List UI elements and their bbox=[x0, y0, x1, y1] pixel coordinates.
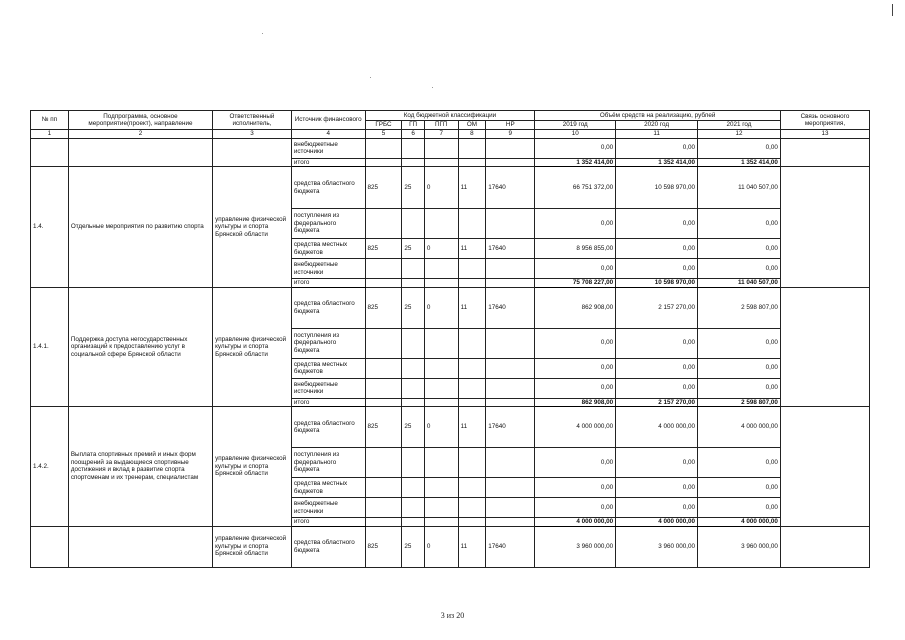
amount-2020: 0,00 bbox=[616, 259, 698, 279]
amount-2021: 0,00 bbox=[698, 498, 781, 518]
header-volume: Объём средств на реализацию, рублей bbox=[535, 111, 781, 121]
amount-2021: 0,00 bbox=[698, 378, 781, 398]
code-cell bbox=[486, 478, 535, 498]
code-cell bbox=[486, 209, 535, 239]
total-2020: 2 157 270,00 bbox=[616, 398, 698, 407]
amount-2019: 8 956 855,00 bbox=[535, 239, 616, 259]
amount-2019: 66 751 372,00 bbox=[535, 167, 616, 209]
code-cell bbox=[424, 448, 458, 478]
code-cell bbox=[458, 279, 486, 288]
code-cell bbox=[365, 448, 402, 478]
code-grbs: 825 bbox=[365, 239, 402, 259]
amount-2020: 4 000 000,00 bbox=[616, 407, 698, 448]
code-cell bbox=[458, 209, 486, 239]
source-extra: внебюджетные источники bbox=[291, 138, 365, 158]
code-cell bbox=[402, 478, 425, 498]
code-cell bbox=[365, 209, 402, 239]
amount-2019: 0,00 bbox=[535, 498, 616, 518]
task-title: Поддержка доступа негосударственных организаций к предоставлению услуг в социальной сфере Брянской области bbox=[68, 287, 212, 407]
amount-2021: 3 960 000,00 bbox=[698, 526, 781, 567]
table-row bbox=[31, 526, 870, 567]
code-cell bbox=[402, 158, 425, 167]
link-cell bbox=[780, 526, 869, 567]
amount-2019: 4 000 000,00 bbox=[535, 407, 616, 448]
amount-2019: 0,00 bbox=[535, 138, 616, 158]
code-gp: 25 bbox=[402, 239, 425, 259]
total-2021: 11 040 507,00 bbox=[698, 279, 781, 288]
total-2021: 4 000 000,00 bbox=[698, 518, 781, 527]
header-code-grbs: ГРБС bbox=[365, 121, 402, 130]
page-number: 3 из 20 bbox=[440, 611, 465, 620]
total-2020: 4 000 000,00 bbox=[616, 518, 698, 527]
code-cell bbox=[458, 158, 486, 167]
code-grbs: 825 bbox=[365, 407, 402, 448]
code-cell bbox=[402, 378, 425, 398]
scan-speck bbox=[370, 77, 371, 78]
code-gp: 25 bbox=[402, 167, 425, 209]
total-2021: 1 352 414,00 bbox=[698, 158, 781, 167]
code-cell bbox=[458, 138, 486, 158]
scan-edge-mark bbox=[892, 4, 893, 16]
source-regional: средства областного бюджета bbox=[291, 167, 365, 209]
header-code-nr: НР bbox=[486, 121, 535, 130]
col-number: 10 bbox=[535, 130, 616, 139]
amount-2021: 4 000 000,00 bbox=[698, 407, 781, 448]
col-number: 6 bbox=[402, 130, 425, 139]
total-2019: 75 708 227,00 bbox=[535, 279, 616, 288]
responsible-org: управление физической культуры и спорта Брянской области bbox=[213, 407, 292, 527]
code-pgp: 0 bbox=[424, 239, 458, 259]
header-source: Источник финансового bbox=[291, 111, 365, 130]
code-cell bbox=[486, 378, 535, 398]
code-cell bbox=[402, 259, 425, 279]
amount-2020: 0,00 bbox=[616, 478, 698, 498]
amount-2019: 0,00 bbox=[535, 259, 616, 279]
source-total: итого bbox=[291, 398, 365, 407]
code-nr: 17640 bbox=[486, 526, 535, 567]
table-row bbox=[31, 407, 870, 448]
link-cell bbox=[780, 407, 869, 527]
code-cell bbox=[424, 358, 458, 378]
code-cell bbox=[402, 398, 425, 407]
code-cell bbox=[424, 498, 458, 518]
code-cell bbox=[365, 328, 402, 358]
code-gp: 25 bbox=[402, 407, 425, 448]
code-grbs: 825 bbox=[365, 287, 402, 328]
row-number-cell bbox=[31, 138, 69, 167]
col-number: 7 bbox=[424, 130, 458, 139]
code-cell bbox=[402, 328, 425, 358]
amount-2019: 0,00 bbox=[535, 378, 616, 398]
source-local: средства местных бюджетов bbox=[291, 358, 365, 378]
code-cell bbox=[402, 518, 425, 527]
amount-2021: 2 598 807,00 bbox=[698, 287, 781, 328]
amount-2019: 0,00 bbox=[535, 328, 616, 358]
amount-2020: 3 960 000,00 bbox=[616, 526, 698, 567]
amount-2020: 2 157 270,00 bbox=[616, 287, 698, 328]
scan-speck bbox=[432, 87, 433, 88]
code-cell bbox=[402, 448, 425, 478]
code-pgp: 0 bbox=[424, 526, 458, 567]
code-cell bbox=[486, 358, 535, 378]
col-number: 1 bbox=[31, 130, 69, 139]
source-total: итого bbox=[291, 158, 365, 167]
code-gp: 25 bbox=[402, 526, 425, 567]
amount-2021: 0,00 bbox=[698, 448, 781, 478]
code-cell bbox=[424, 378, 458, 398]
code-om: 11 bbox=[458, 167, 486, 209]
code-nr: 17640 bbox=[486, 407, 535, 448]
amount-2021: 0,00 bbox=[698, 209, 781, 239]
responsible-org: управление физической культуры и спорта Брянской области bbox=[213, 167, 292, 288]
header-code-gp: ГП bbox=[402, 121, 425, 130]
amount-2020: 0,00 bbox=[616, 378, 698, 398]
source-total: итого bbox=[291, 518, 365, 527]
code-cell bbox=[424, 158, 458, 167]
col-number: 11 bbox=[616, 130, 698, 139]
header-budget-code: Код бюджетной классификации bbox=[365, 111, 535, 121]
code-gp: 25 bbox=[402, 287, 425, 328]
source-extra: внебюджетные источники bbox=[291, 378, 365, 398]
code-cell bbox=[424, 518, 458, 527]
amount-2020: 0,00 bbox=[616, 358, 698, 378]
code-cell bbox=[458, 448, 486, 478]
source-regional: средства областного бюджета bbox=[291, 407, 365, 448]
code-cell bbox=[458, 358, 486, 378]
code-cell bbox=[365, 279, 402, 288]
code-pgp: 0 bbox=[424, 407, 458, 448]
task-title: Отдельные мероприятия по развитию спорта bbox=[68, 167, 212, 288]
code-cell bbox=[365, 518, 402, 527]
source-total: итого bbox=[291, 279, 365, 288]
code-cell bbox=[424, 259, 458, 279]
amount-2021: 0,00 bbox=[698, 259, 781, 279]
table-row bbox=[31, 138, 870, 158]
code-cell bbox=[486, 518, 535, 527]
responsible-org: управление физической культуры и спорта Брянской области bbox=[213, 526, 292, 567]
code-nr: 17640 bbox=[486, 239, 535, 259]
col-number: 3 bbox=[213, 130, 292, 139]
code-cell bbox=[458, 328, 486, 358]
amount-2020: 0,00 bbox=[616, 239, 698, 259]
budget-table bbox=[30, 110, 870, 568]
task-cell bbox=[68, 138, 212, 167]
code-cell bbox=[365, 378, 402, 398]
header-code-om: ОМ bbox=[458, 121, 486, 130]
code-cell bbox=[402, 279, 425, 288]
task-cell bbox=[68, 526, 212, 567]
amount-2019: 0,00 bbox=[535, 448, 616, 478]
code-cell bbox=[486, 138, 535, 158]
code-cell bbox=[486, 158, 535, 167]
amount-2020: 10 598 970,00 bbox=[616, 167, 698, 209]
col-number: 5 bbox=[365, 130, 402, 139]
code-cell bbox=[424, 138, 458, 158]
amount-2019: 0,00 bbox=[535, 209, 616, 239]
amount-2021: 0,00 bbox=[698, 239, 781, 259]
code-cell bbox=[458, 478, 486, 498]
amount-2021: 0,00 bbox=[698, 358, 781, 378]
link-cell bbox=[780, 287, 869, 407]
source-local: средства местных бюджетов bbox=[291, 478, 365, 498]
amount-2021: 0,00 bbox=[698, 328, 781, 358]
table-row bbox=[31, 167, 870, 209]
table-row bbox=[31, 287, 870, 328]
code-cell bbox=[365, 158, 402, 167]
code-om: 11 bbox=[458, 526, 486, 567]
total-2019: 1 352 414,00 bbox=[535, 158, 616, 167]
amount-2021: 0,00 bbox=[698, 478, 781, 498]
code-grbs: 825 bbox=[365, 167, 402, 209]
code-cell bbox=[458, 378, 486, 398]
col-number: 4 bbox=[291, 130, 365, 139]
source-regional: средства областного бюджета bbox=[291, 526, 365, 567]
scan-speck bbox=[262, 33, 263, 34]
row-number-cell bbox=[31, 526, 69, 567]
source-local: средства местных бюджетов bbox=[291, 239, 365, 259]
header-year-2021: 2021 год bbox=[698, 121, 781, 130]
link-cell bbox=[780, 167, 869, 288]
task-title: Выплата спортивных премий и иных форм поощрений за выдающиеся спортивные достижения и вклад в развитие спорта спортсменам и их тренерам, специалистам bbox=[68, 407, 212, 527]
total-2020: 10 598 970,00 bbox=[616, 279, 698, 288]
header-program: Подпрограмма, основное мероприятие(проект), направление bbox=[68, 111, 212, 130]
amount-2020: 0,00 bbox=[616, 498, 698, 518]
code-cell bbox=[365, 358, 402, 378]
row-number: 1.4.1. bbox=[31, 287, 69, 407]
code-cell bbox=[402, 498, 425, 518]
source-regional: средства областного бюджета bbox=[291, 287, 365, 328]
code-cell bbox=[365, 398, 402, 407]
org-cell bbox=[213, 138, 292, 167]
code-cell bbox=[424, 209, 458, 239]
code-cell bbox=[486, 279, 535, 288]
code-cell bbox=[365, 498, 402, 518]
responsible-org: управление физической культуры и спорта Брянской области bbox=[213, 287, 292, 407]
header-responsible: Ответственный исполнитель, bbox=[213, 111, 292, 130]
amount-2020: 0,00 bbox=[616, 328, 698, 358]
header-link: Связь основного мероприятия, bbox=[780, 111, 869, 130]
amount-2020: 0,00 bbox=[616, 138, 698, 158]
code-cell bbox=[402, 358, 425, 378]
row-number: 1.4. bbox=[31, 167, 69, 288]
code-om: 11 bbox=[458, 287, 486, 328]
total-2019: 4 000 000,00 bbox=[535, 518, 616, 527]
code-cell bbox=[365, 138, 402, 158]
code-om: 11 bbox=[458, 239, 486, 259]
amount-2019: 862 908,00 bbox=[535, 287, 616, 328]
total-2019: 862 908,00 bbox=[535, 398, 616, 407]
code-cell bbox=[486, 328, 535, 358]
code-cell bbox=[458, 518, 486, 527]
code-nr: 17640 bbox=[486, 167, 535, 209]
code-grbs: 825 bbox=[365, 526, 402, 567]
code-cell bbox=[458, 398, 486, 407]
total-2020: 1 352 414,00 bbox=[616, 158, 698, 167]
header-year-2020: 2020 год bbox=[616, 121, 698, 130]
source-federal: поступления из федерального бюджета bbox=[291, 448, 365, 478]
code-cell bbox=[486, 259, 535, 279]
code-cell bbox=[458, 498, 486, 518]
code-cell bbox=[424, 279, 458, 288]
header-year-2019: 2019 год bbox=[535, 121, 616, 130]
code-cell bbox=[424, 478, 458, 498]
code-cell bbox=[486, 498, 535, 518]
source-extra: внебюджетные источники bbox=[291, 259, 365, 279]
code-cell bbox=[424, 328, 458, 358]
source-extra: внебюджетные источники bbox=[291, 498, 365, 518]
source-federal: поступления из федерального бюджета bbox=[291, 328, 365, 358]
code-om: 11 bbox=[458, 407, 486, 448]
code-nr: 17640 bbox=[486, 287, 535, 328]
code-cell bbox=[365, 259, 402, 279]
code-cell bbox=[365, 478, 402, 498]
amount-2021: 11 040 507,00 bbox=[698, 167, 781, 209]
header-no: № пп bbox=[31, 111, 69, 130]
amount-2019: 3 960 000,00 bbox=[535, 526, 616, 567]
col-number: 9 bbox=[486, 130, 535, 139]
code-cell bbox=[486, 448, 535, 478]
amount-2020: 0,00 bbox=[616, 448, 698, 478]
col-number: 2 bbox=[68, 130, 212, 139]
code-cell bbox=[458, 259, 486, 279]
code-cell bbox=[402, 138, 425, 158]
col-number: 13 bbox=[780, 130, 869, 139]
link-cell bbox=[780, 138, 869, 167]
amount-2019: 0,00 bbox=[535, 478, 616, 498]
col-number: 8 bbox=[458, 130, 486, 139]
code-pgp: 0 bbox=[424, 167, 458, 209]
source-federal: поступления из федерального бюджета bbox=[291, 209, 365, 239]
amount-2021: 0,00 bbox=[698, 138, 781, 158]
code-cell bbox=[424, 398, 458, 407]
code-pgp: 0 bbox=[424, 287, 458, 328]
total-2021: 2 598 807,00 bbox=[698, 398, 781, 407]
code-cell bbox=[486, 398, 535, 407]
row-number: 1.4.2. bbox=[31, 407, 69, 527]
amount-2020: 0,00 bbox=[616, 209, 698, 239]
amount-2019: 0,00 bbox=[535, 358, 616, 378]
col-number: 12 bbox=[698, 130, 781, 139]
code-cell bbox=[402, 209, 425, 239]
header-code-pgp: ПГП bbox=[424, 121, 458, 130]
